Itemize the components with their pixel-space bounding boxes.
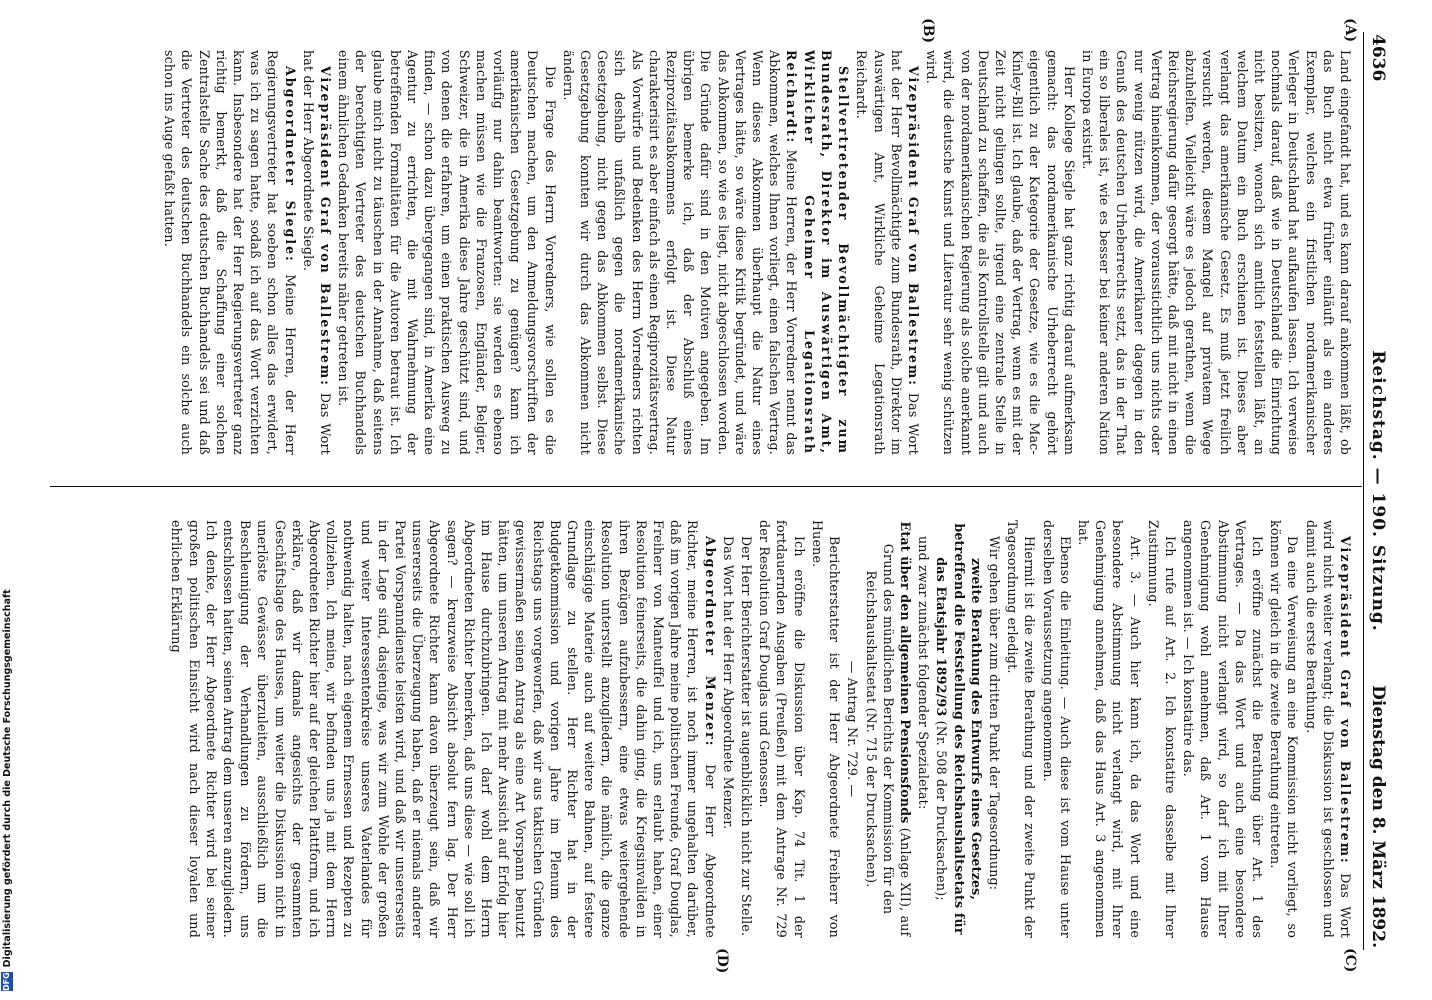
margin-mark-b: (B) <box>920 18 936 44</box>
paragraph: Der Herr Berichterstatter ist augenblicklich nicht zur Stelle. <box>739 536 755 937</box>
paragraph: Die Frage des Herrn Vorredners, wie sollen es die Deutschen machen, um den Anmeldungsvorschriften der amerikanischen Gesetzgebung zu genügen? kann ich vorläufig nur dahin beantworten: sie werden es ebenso machen müssen wie die Franzosen, Engländer, Belgier, Schweizer, die in Amerika diese Jahre geschützt sind, und von denen die erfahren, um einen praktischen Ausweg zu finden, — schon dazu übergegangen sind, in Amerika eine Agentur zu errichten, die mit Wahrnehmung der betreffenden Formalitäten für die Autoren betraut ist. Ich glaube mich nicht zu täuschen in der Annahme, daß seitens der berechtigten Vertreter des deutschen Buchhandels einem ähnlichen Gedanken bereits näher getreten ist. <box>336 50 558 455</box>
paragraph <box>853 50 922 455</box>
document-page <box>26 10 1406 990</box>
speech-text: Meine Herren, der Herr Vorredner nennt das Abkommen, welches Ihnen vorliegt, einen falschen Vertrag. Wenn dieses Abkommen überhaupt die Natur eines Vertrages hätte, so wäre diese Kritik begründet, und wäre das Abkommen, so wie es liegt, nicht abgeschlossen worden. Die Gründe dafür sind in den Motiven angegeben. Im übrigen bemerke ich, daß der Abschluß eines Reziprozitätsabkommens erfolgt ist. Diese Natur charakterisirt es aber einfach als einen Regiprozitätsvertrag. Als Vorwürfe und Bedenken des Herrn Vorredners richten sich deshalb unfaßlich gegen die nordamerikanische Gesetzgebung, nicht gegen das Abkommen selbst. Diese Gesetzgebung konnten wir durch das Abkommen nicht ändern. <box>560 50 800 455</box>
paragraph: und zwar zunächst folgender Spezialetat: <box>916 536 932 810</box>
dfg-logo: DFG <box>2 972 11 991</box>
paragraph: Hiermit ist die zweite Berathung und der zweite Punkt der Tagesordnung erledigt. <box>1005 520 1038 938</box>
paragraph: Das Wort hat der Herr Abgeordnete Menzer. <box>720 536 736 830</box>
paragraph <box>300 50 334 455</box>
page-title: Reichstag. — 190. Sitzung. <box>1368 350 1388 632</box>
speaker-name: Stellvertretender Bevollmächtigter zum Bundesrath, Direktor im Auswärtigen Amt, Wirklicher Geheimer Legationsrath Reichardt: <box>784 50 852 455</box>
page-number: 4636 <box>1368 34 1388 82</box>
speech-text: Meine Herren, der Herr Regierungsvertreter hat soeben schon alles das erwidert, was ich zu sagen hatte, sodaß ich auf das Wort verzichten kann. Insbesondere hat der Herr Regierungsvertreter ganz richtig bemerkt, daß die Schaffung einer solchen Zentralstelle Sache des deutschen Buchhandels sei und daß die Vertreter des deutschen Buchhandels ein solche auch schon ins Auge gefaßt hatten. <box>162 50 298 455</box>
paragraph <box>161 50 299 455</box>
paragraph <box>168 520 719 938</box>
speech-text: Das Wort wird nicht weiter verlangt; die Diskussion ist geschlossen und damit auch die erste Berathung. <box>1303 520 1353 938</box>
paragraph: Wir gehen über zum dritten Punkt der Tagesordnung: <box>986 536 1002 891</box>
paragraph <box>1302 520 1354 938</box>
left-column <box>56 50 1354 455</box>
paragraph: Herr Kollege Siegle hat ganz richtig darauf aufmerksam gemacht: das nordamerikanische Urheberrecht gehört eigentlich zu der Kategorie der Gesetze, wie es die Mac-Kinley-Bill ist. Ich glaube, daß der Vertrag, wenn es mit der Zeit nicht gelingen sollte, irgend eine zentrale Stelle in Deutschland zu schaffen, die als Kontrollstelle gilt und auch von der nordamerikanischen Regierung als solche anerkannt wird, die deutsche Kunst und Literatur sehr wenig schützen wird. <box>924 50 1077 455</box>
speaker-name: Vizepräsident Graf von Ballestrem: <box>1338 536 1353 865</box>
speaker-name: Vizepräsident Graf von Ballestrem: <box>905 66 921 387</box>
margin-mark-d: (D) <box>714 948 730 974</box>
speaker-name: Abgeordneter Menzer: <box>702 536 718 748</box>
right-column <box>56 520 1354 938</box>
session-date: Dienstag den 8. März 1892. <box>1368 685 1388 948</box>
footer-strip <box>0 589 14 1000</box>
margin-mark-c: (C) <box>1342 948 1358 973</box>
motion-ref: — Antrag Nr. 729. — <box>845 660 861 798</box>
speech-text: Das Wort hat der Herr Abgeordnete Siegle. <box>300 50 334 455</box>
margin-mark-a: (A) <box>1342 18 1358 43</box>
agenda-ref: (Anlage XII), auf Grund des mündlichen Berichts der Kommission für den Reichshaushaltsetat (Nr. 715 der Drucksachen). <box>863 543 913 937</box>
paragraph: Art. 3. — Auch hier kann ich, da das Wort und eine besondere Abstimmung nicht verlangt wird, mit Ihrer Genehmigung annehmen, daß das Haus Art. 3 angenommen hat. <box>1075 520 1143 938</box>
paragraph: Ich eröffne die Diskussion über Kap. 74 Tit. 1 der fortdauernden Ausgaben (Preußen) mit dem Antrage Nr. 729 der Resolution Graf Douglas und Genossen. <box>757 520 807 938</box>
paragraph: Berichterstatter ist der Herr Abgeordnete Freiherr von Huene. <box>809 520 843 938</box>
agenda-item <box>862 520 914 938</box>
paragraph: Da eine Verweisung an eine Kommission nicht vorliegt, so können wir gleich in die zweite Berathung eintreten. <box>1268 520 1301 938</box>
column-divider <box>50 486 1362 487</box>
speaker-name: Abgeordneter Siegle: <box>282 66 298 263</box>
speech-text: Das Wort hat der Herr Bevollmächtigte zum Bundesrath, Direktor im Auswärtigen Amt, Wirkliche Geheime Legationsrath Reichardt. <box>854 50 921 455</box>
paragraph <box>560 50 852 455</box>
paragraph: Ebenso die Einleitung. — Auch diese ist vom Hause unter derselben Voraussetzung angenommen. <box>1040 520 1073 938</box>
speaker-name: Vizepräsident Graf von Ballestrem: <box>318 66 334 387</box>
paragraph: Ich eröffne zunächst die Berathung über Art. 1 des Vertrages. — Da das Wort und auch eine besondere Abstimmung nicht verlangt wird, so darf ich mit Ihrer Genehmigung wohl annehmen, daß Art. 1 vom Hause angenommen ist. — Ich konstatire das. <box>1181 520 1265 938</box>
paragraph: Land eingefandt hat, und es kann darauf ankommen läßt, ob das Buch nicht etwa früher einläuft als ein anderes Exemplar, welches ein fristlichen nordamerikanischer Verleger in Deutschland hat aufkaufen lassen. Ich verweise nochmals darauf, daß wie in Deutschland die Einrichtung nicht besitzen, wonach sich amtlich feststellen läßt, an welchem Datum ein Buch erschienen ist. Dieses aber verlangt das amerikanische Gesetz. Es muß jetzt freilich versucht werden, diesem Mangel auf privatem Wege abzuhelfen. Vielleicht wäre es jedoch gerathen, wenn die Reichsregierung dafür gesorgt hätte, daß mit nicht in einen Vertrag hineinkommen, der vorausstichtlich uns nichts oder nur wenig nützen wird, die Amerikaner dagegen in den Genuß des deutschen Urheberrechts setzt, das in der That ein so liberales ist, wie es besser bei keiner anderen Nation in Europa existirt. <box>1079 50 1353 455</box>
agenda-title: Etat über den allgemeinen Pensionsfonds <box>897 521 913 824</box>
page-header <box>1363 32 1390 950</box>
agenda-title: zweite Berathung des Entwurfs eines Gesetzes, betreffend die Feststellung des Reichshaushaltsetats für das Etatsjahr 1892/93 <box>934 523 984 935</box>
agenda-ref: (Nr. 508 der Drucksachen); <box>934 720 950 901</box>
paragraph: Ich rufe auf Art. 2. Ich konstatire dasselbe mit Ihrer Zustimmung. <box>1145 520 1178 938</box>
agenda-item <box>933 520 985 938</box>
speech-text: Der Herr Abgeordnete Richter, meine Herren, ist noch immer ungehalten darüber, daß im vorigen Jahre meine politischen Freunde, Graf Douglas, Freiherr von Manteuffel und ich, uns erlaubt haben, einer Resolution feinerseits, die dahin ging, die Kriegsinvaliden in ihren Bezügen aufzubessern, eine etwas weitergehende Resolution unterstellt anzugliedern, die nämlich, die ganze einschlägige Materie auch auf weitere Bahnen, auf festere Grundlage zu stellen. Herr Richter hat in der Budgetkommission und vorigen Jahre im Plenum des Reichstags uns vorgeworfen, daß wir aus taktischen Gründen gewissermaßen seinen Antrag als eine Art Vorspann benutzt hätten, um unseren Antrag mit mehr Aussicht auf Erfolg hier im Hause durchzubringen. Ich darf wohl dem Herrn Abgeordneten Richter bemerken, daß uns diese — wie soll ich sagen? — kreuzweise Absicht absolut fern lag. Der Herr Abgeordnete Richter kann davon überzeugt sein, daß wir unsererseits die Überzeugung haben, daß er niemals anderer Partei Vorspanndienste leisten wird, und daß wir unsererseits in der Lage sind, dasjenige, was wir zum Wohle der großen und weiter Interessentenkreise unseres Vaterlandes für nothwendig halten, nach eigenem Ermessen und Rezepten zu vollziehen. Ich meine, wir befinden uns ja mit dem Herrn Abgeordneten Richter hier auf der gleichen Plattform, und ich erkläre, daß wir damals angesichts der gesammten Geschäftslage des Hauses, um weiter die Diskussion nicht in unerlöste Gewässer überzuleiten, ausschließlich um die Beschleunigung der Verhandlungen zu fördern, uns entschlossen hatten, seinen Antrag dem unseren anzugliedern. Ich denke, der Herr Abgeordnete Richter wird bei seiner großen politischen Einsicht wird nach dieser loyalen und ehrlichen Erklärung <box>169 520 718 938</box>
digitization-credit: Digitalisierung gefördert durch die Deutsche Forschungsgemeinschaft <box>1 589 13 968</box>
